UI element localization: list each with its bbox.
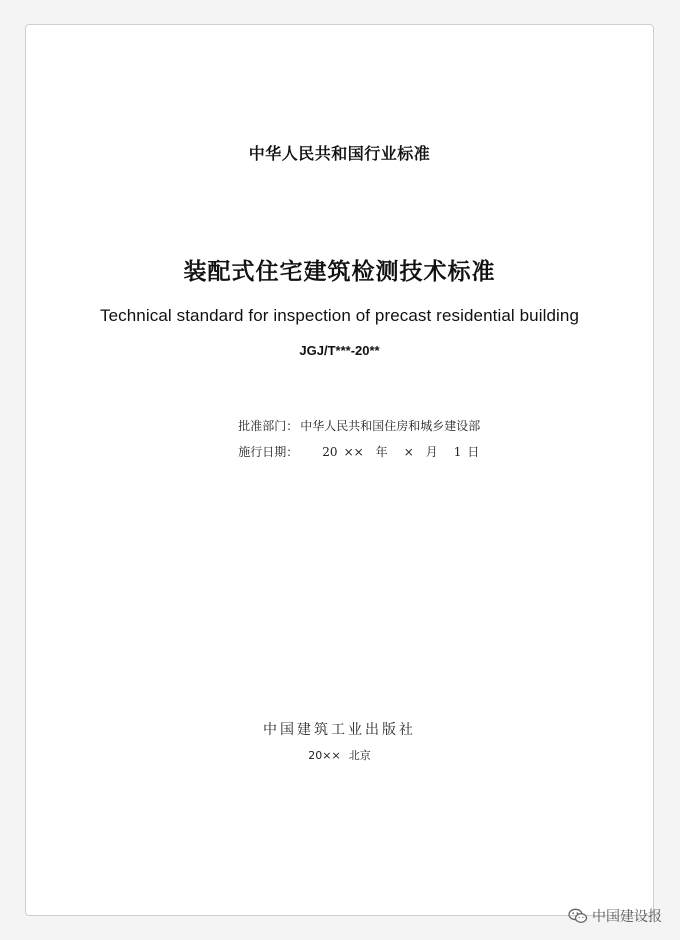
day-unit: 日 <box>467 445 480 459</box>
month-unit: 月 <box>425 445 438 459</box>
effective-label: 施行日期： <box>238 445 299 459</box>
document-title-chinese: 装配式住宅建筑检测技术标准 <box>183 259 496 285</box>
month-value: × <box>403 445 414 459</box>
year-suffix: ×× <box>343 445 364 459</box>
publish-year: 20×× <box>308 749 341 762</box>
day-value: 1 <box>453 445 462 459</box>
wechat-icon <box>568 908 588 924</box>
watermark-text: 中国建设报 <box>592 909 662 925</box>
source-watermark <box>568 906 662 926</box>
approval-label: 批准部门： <box>238 419 299 433</box>
publisher-name: 中国建筑工业出版社 <box>263 722 416 738</box>
industry-standard-heading: 中华人民共和国行业标准 <box>248 144 431 163</box>
publish-city: 北京 <box>348 749 371 762</box>
year-prefix: 20 <box>322 445 338 459</box>
effective-date <box>223 429 479 474</box>
year-unit: 年 <box>375 445 388 459</box>
document-title-english: Technical standard for inspection of precast residential building <box>100 306 579 325</box>
standard-code: JGJ/T***-20** <box>299 343 380 358</box>
approval-value: 中华人民共和国住房和城乡建设部 <box>300 419 481 433</box>
document-page <box>25 24 654 916</box>
publish-info <box>26 747 653 763</box>
